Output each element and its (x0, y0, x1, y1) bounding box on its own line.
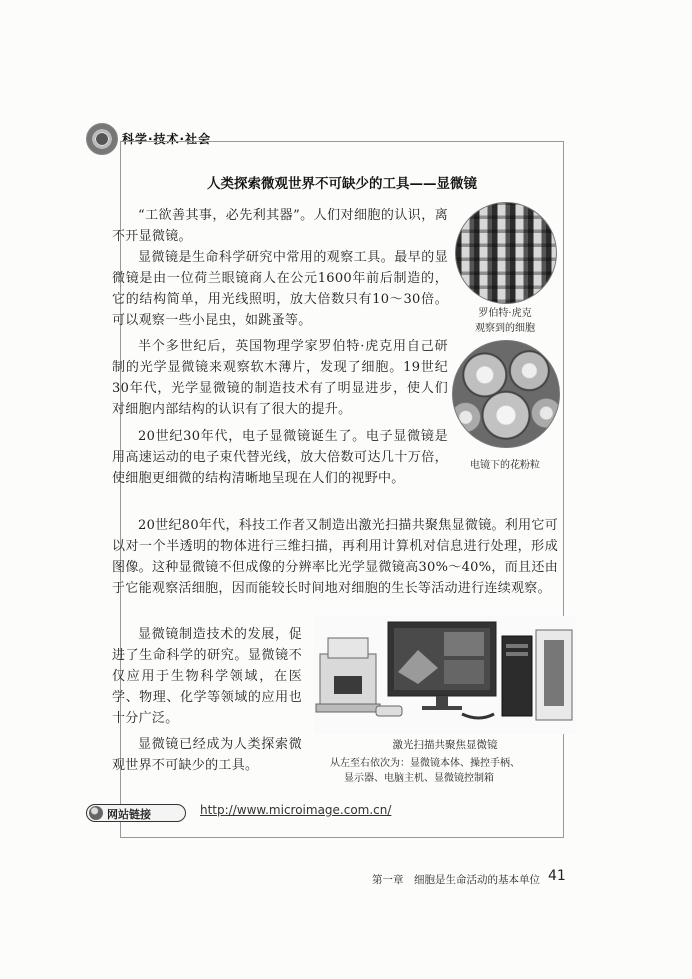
paragraph-7: 显微镜已经成为人类探索微观世界不可缺少的工具。 (112, 737, 302, 773)
paragraph-4: 20世纪30年代，电子显微镜诞生了。电子显微镜是用高速运动的电子束代替光线，放大倍数可达几十万倍，使细胞更细微的结构清晰地呈现在人们的视野中。 (112, 429, 448, 486)
paragraph-2: 显微镜是生命科学研究中常用的观察工具。最早的显微镜是由一位荷兰眼镜商人在公元1600年前后制造的，它的结构简单，用光线照明，放大倍数只有10～30倍。可以观察一些小昆虫，如跳蚤等。 (112, 250, 448, 328)
control-box (536, 630, 572, 720)
confocal-microscope-photo (314, 616, 576, 734)
pollen-grains-photo (452, 340, 560, 448)
article-title: 人类探索微观世界不可缺少的工具——显微镜 (207, 176, 477, 192)
hooke-caption-line-2: 观察到的细胞 (475, 323, 535, 334)
laser-caption-line-1: 从左至右依次为：显微镜本体、操控手柄、 (330, 758, 520, 769)
paragraph-1: “工欲善其事，必先利其器”。人们对细胞的认识，离不开显微镜。 (112, 208, 448, 244)
paragraph-5: 20世纪80年代，科技工作者又制造出激光扫描共聚焦显微镜。利用它可以对一个半透明的物体进行三维扫描，再利用计算机对信息进行处理，形成图像。这种显微镜不但成像的分辨率比光学显微镜高30%～40%，而且还由于它能观察活细胞，因而能较长时间地对细胞的生长等活动进行连续观察。 (112, 518, 558, 596)
globe-icon (89, 806, 103, 820)
chapter-footer: 第一章 细胞是生命活动的基本单位 (372, 874, 540, 886)
section-label: 科学·技术·社会 (122, 132, 212, 146)
paragraph-6: 显微镜制造技术的发展，促进了生命科学的研究。显微镜不仅应用于生物科学领域，在医学、物理、化学等领域的应用也十分广泛。 (112, 627, 302, 726)
computer-tower (502, 636, 532, 716)
website-link-label: 网站链接 (107, 808, 151, 821)
pollen-caption: 电镜下的花粉粒 (470, 460, 540, 471)
laser-caption-title: 激光扫描共聚焦显微镜 (392, 739, 498, 751)
hooke-caption-line-1: 罗伯特·虎克 (478, 308, 532, 319)
control-handle (376, 706, 402, 716)
paragraph-3: 半个多世纪后，英国物理学家罗伯特·虎克用自己研制的光学显微镜来观察软木薄片，发现了细胞。19世纪30年代，光学显微镜的制造技术有了明显进步，使人们对细胞内部结构的认识有了很大的提升。 (112, 339, 448, 417)
laser-caption-line-2: 显示器、电脑主机、显微镜控制箱 (344, 773, 494, 784)
section-emblem-icon (86, 123, 118, 155)
website-link-badge (86, 804, 186, 822)
hooke-cells-photo (455, 202, 557, 304)
website-url-link[interactable]: http://www.microimage.com.cn/ (200, 803, 392, 817)
page-number: 41 (548, 868, 566, 884)
